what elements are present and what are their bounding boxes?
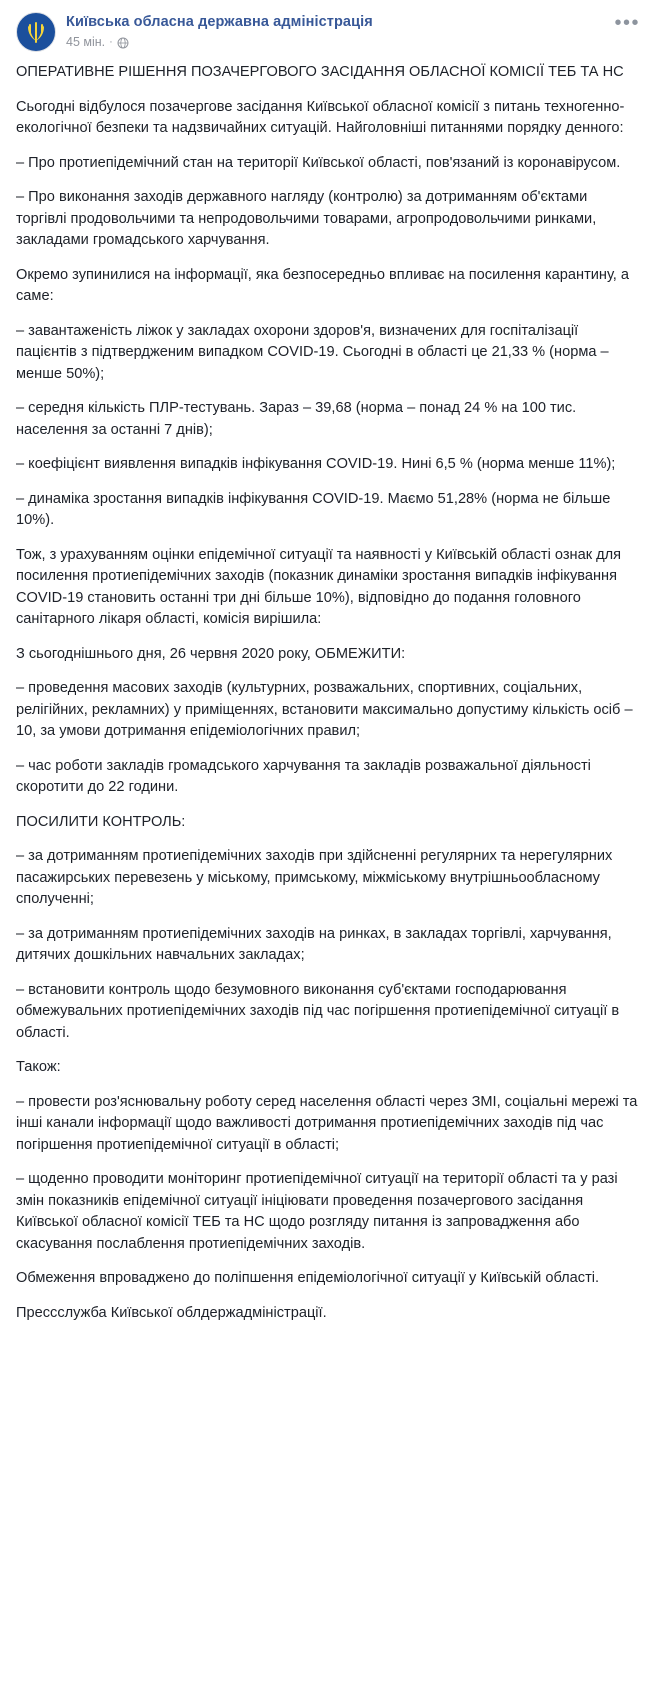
post-paragraph: – коефіцієнт виявлення випадків інфікування COVID-19. Нині 6,5 % (норма менше 11%); [16, 456, 616, 472]
globe-icon [117, 37, 129, 49]
post-paragraph: – динаміка зростання випадків інфікування COVID-19. Маємо 51,28% (норма не більше 10%). [16, 490, 611, 528]
post-paragraph: – за дотриманням протиепідемічних заходів при здійсненні регулярних та нерегулярних пасажирських перевезень у міському, примському, міжміському внутрішньообласному сполученні; [16, 848, 613, 907]
post-paragraph: – встановити контроль щодо безумовного виконання суб'єктами господарювання обмежувальних протиепідемічних заходів під час погіршення протиепідемічної ситуації в області. [16, 981, 620, 1041]
post-paragraph: – за дотриманням протиепідемічних заходів на ринках, в закладах торгівлі, харчування, дитячих дошкільних навчальних закладах; [16, 925, 612, 963]
post-paragraph: Прессслужба Київської облдержадміністрації. [16, 1304, 327, 1321]
post-paragraph: – Про протиепідемічний стан на території Київської області, пов'язаний із коронавірусом. [16, 154, 621, 171]
post-paragraph: – щоденно проводити моніторинг протиепідемічної ситуації на території області та у разі змін показників епідемічної ситуації ініціювати проведення позачергового засідання Київської обласної комісії ТЕБ та НС щодо розгляду питання із запровадження або скасування послаблення протиепідемічних заходів. [16, 1171, 618, 1252]
page-name-link[interactable]: Київська обласна державна адміністрація [66, 14, 373, 30]
coat-of-arms-icon [19, 15, 53, 49]
timestamp[interactable]: 45 мін. [66, 35, 106, 49]
post-body [0, 56, 654, 1342]
post-paragraph: З сьогоднішнього дня, 26 червня 2020 року, ОБМЕЖИТИ: [16, 645, 406, 662]
post-meta [66, 34, 638, 50]
post-paragraph: Також: [16, 1059, 61, 1075]
post-paragraph: – час роботи закладів громадського харчування та закладів розважальної діяльності скоротити до 22 години. [16, 757, 591, 795]
post-paragraph: ПОСИЛИТИ КОНТРОЛЬ: [16, 813, 186, 830]
post-paragraph: – завантаженість ліжок у закладах охорони здоров'я, визначених для госпіталізації пацієнтів з підтвердженим випадком COVID-19. Сьогодні в області це 21,33 % (норма – менше 50%); [16, 322, 609, 382]
post-paragraph: Обмеження впроваджено до поліпшення епідеміологічної ситуації у Київській області. [16, 1270, 600, 1286]
post-paragraph: Окремо зупинилися на інформації, яка безпосередньо впливає на посилення карантину, а саме: [16, 266, 630, 304]
post-paragraph: ОПЕРАТИВНЕ РІШЕННЯ ПОЗАЧЕРГОВОГО ЗАСІДАННЯ ОБЛАСНОЇ КОМІСІЇ ТЕБ ТА НС [16, 64, 624, 80]
post-paragraph: – Про виконання заходів державного нагляду (контролю) за дотриманням об'єктами торгівлі продовольчими та непродовольчими товарами, агропродовольчими ринками, закладами громадського харчування. [16, 189, 597, 248]
post-paragraph: – середня кількість ПЛР-тестувань. Зараз – 39,68 (норма – понад 24 % на 100 тис. населення за останні 7 днів); [16, 400, 577, 438]
post-paragraph: Сьогодні відбулося позачергове засідання Київської обласної комісії з питань техногенно-екологічної безпеки та надзвичайних ситуацій. Найголовніші питаннями порядку денного: [16, 98, 625, 136]
post-header [0, 0, 654, 56]
post-paragraph: Тож, з урахуванням оцінки епідемічної ситуації та наявності у Київській області ознак для посилення протиепідемічних заходів (показник динаміки зростання випадків інфікування COVID-19 становить останні три дні більше 10%), відповідно до подання головного санітарного лікаря області, комісія вирішила: [16, 546, 622, 627]
meta-separator: · [109, 36, 113, 48]
post-options-button[interactable]: ••• [614, 12, 640, 34]
post-paragraph: – проведення масових заходів (культурних, розважальних, спортивних, соціальних, релігійних, рекламних) у приміщеннях, встановити максимально допустиму кількість осіб – 10, за умови дотримання епідеміологічних правил; [16, 680, 633, 739]
post-paragraph: – провести роз'яснювальну роботу серед населення області через ЗМІ, соціальні мережі та інші канали інформації щодо важливості дотримання протиепідемічних заходів під час погіршення протиепідемічної ситуації в області; [16, 1093, 638, 1153]
header-text [66, 12, 638, 50]
avatar[interactable] [16, 12, 56, 52]
